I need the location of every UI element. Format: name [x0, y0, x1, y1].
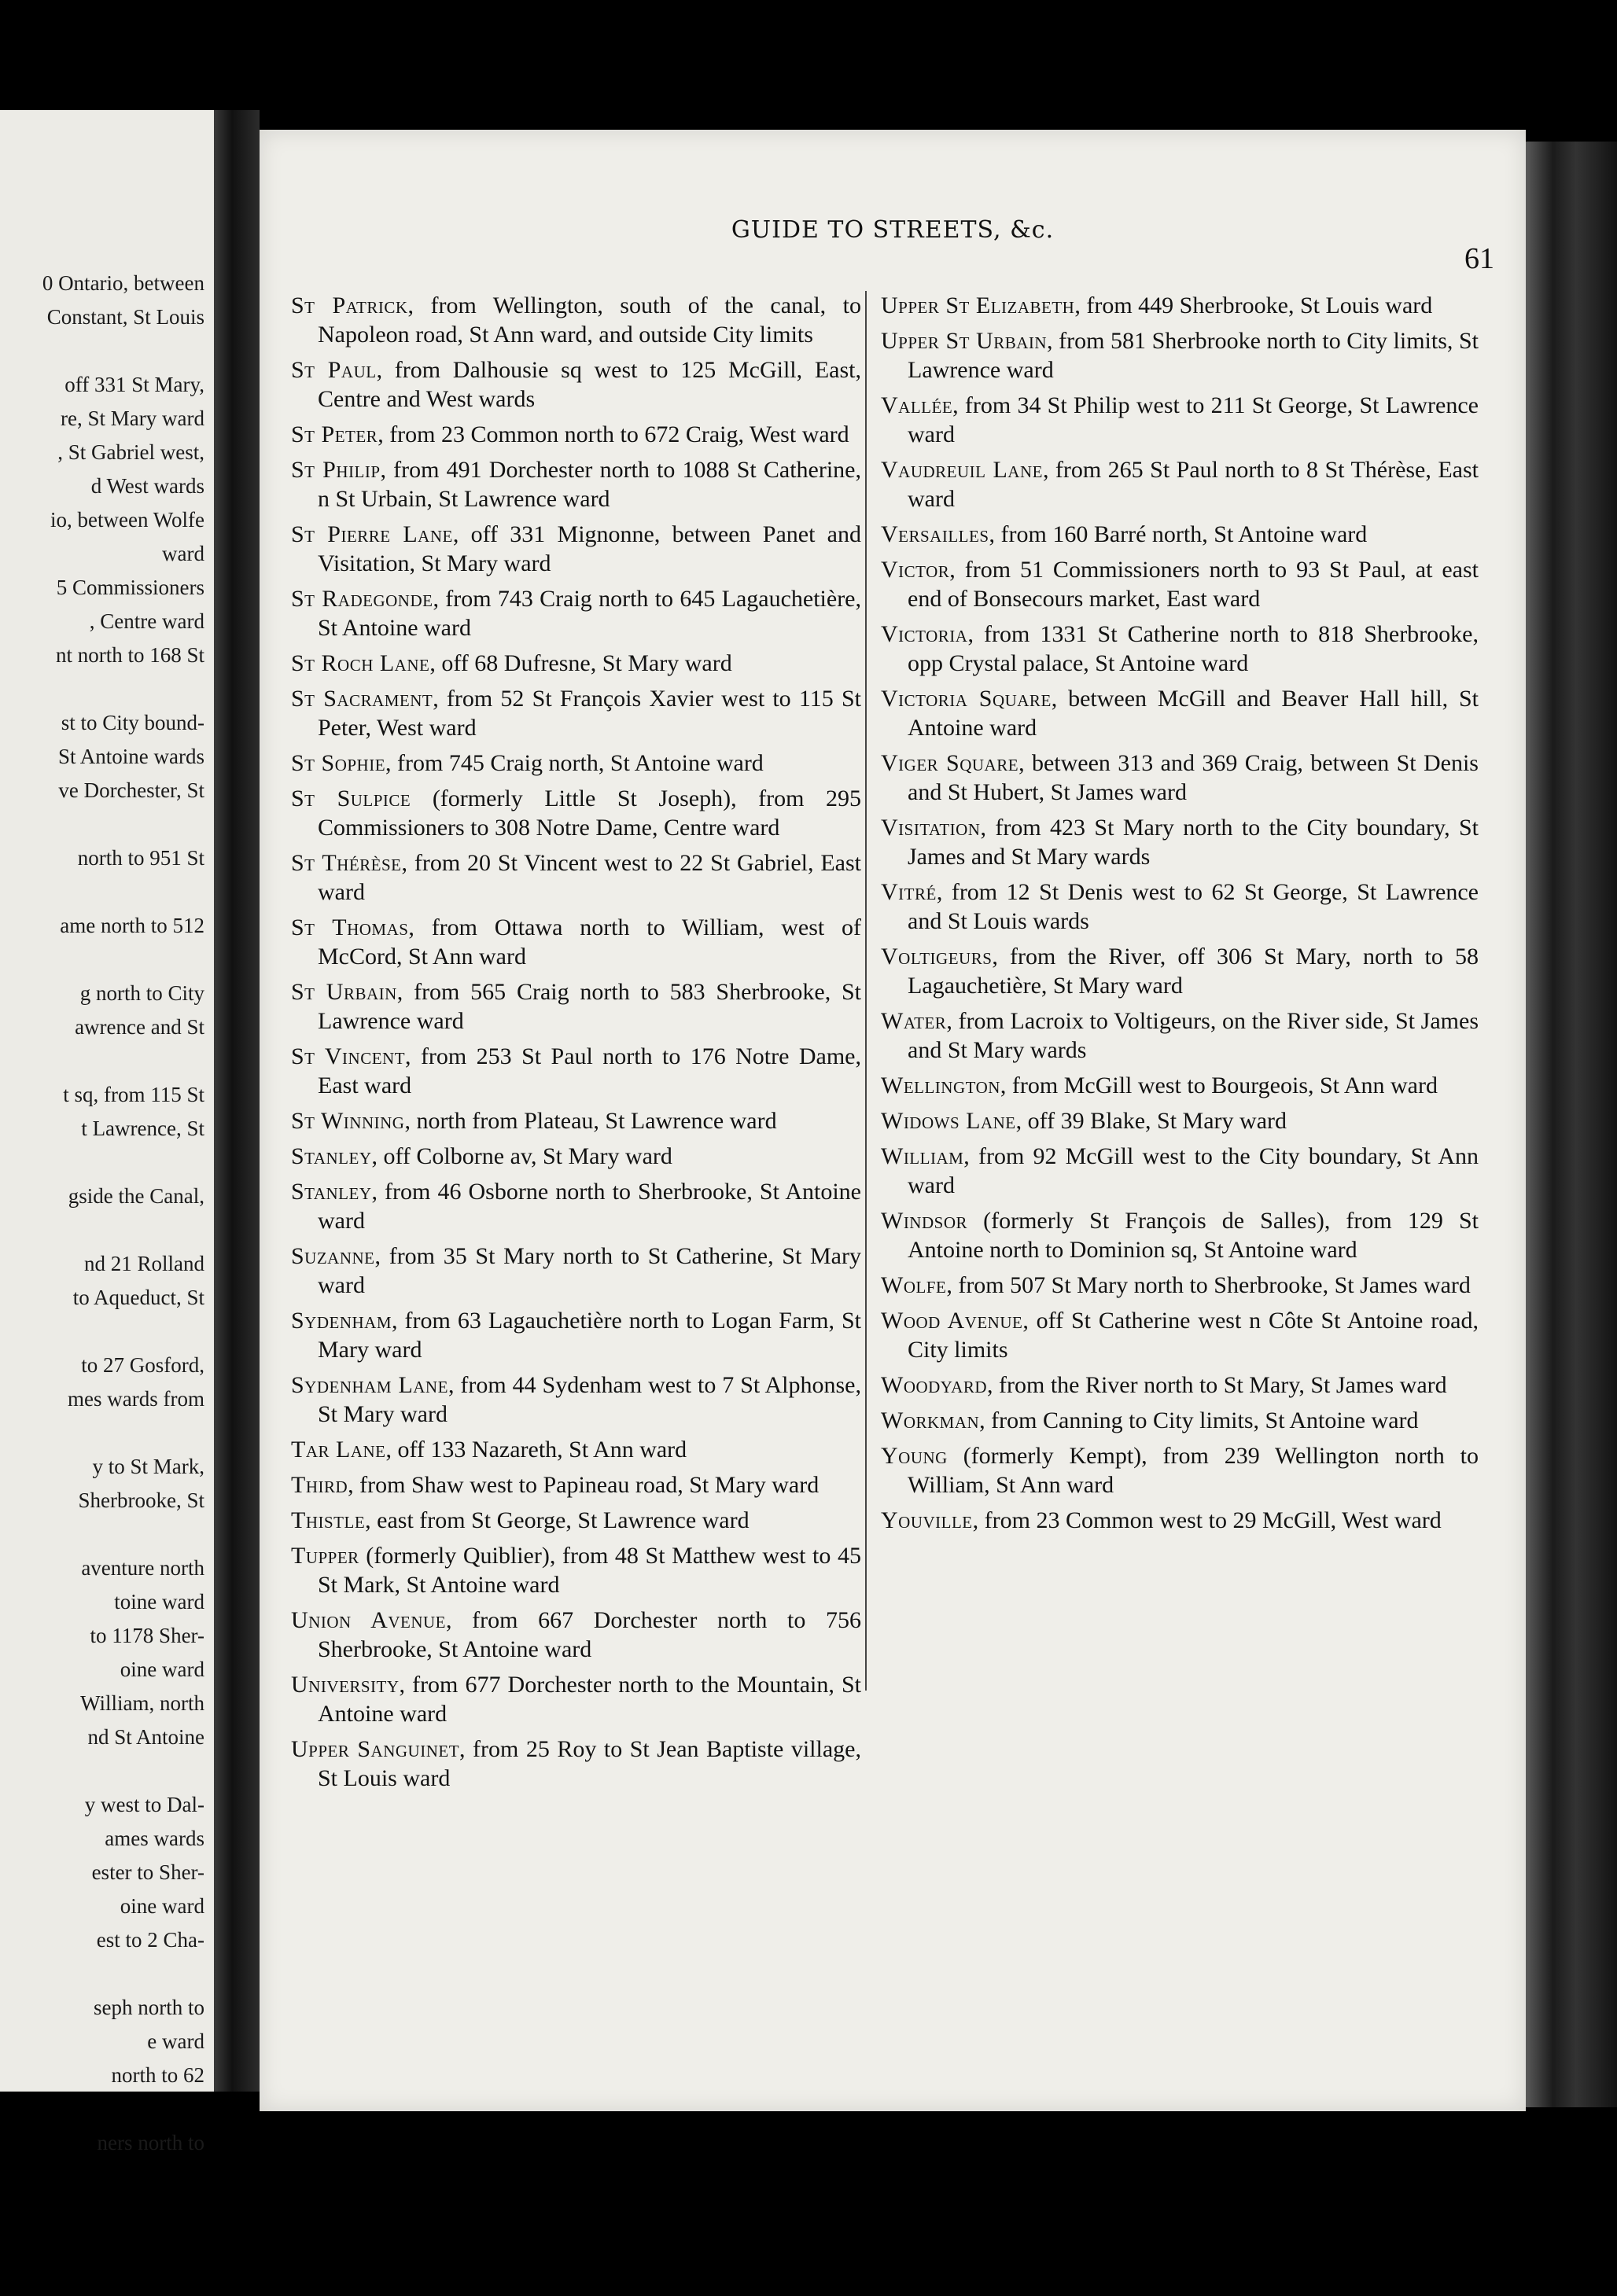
facing-page-text-line: io, between Wolfe [50, 508, 204, 532]
street-description: , off St Catherine west n Côte St Antoine road, City limits [908, 1308, 1479, 1363]
street-name: Sydenham Lane [291, 1372, 448, 1398]
facing-page-text-line: aventure north [81, 1556, 204, 1580]
street-name: St Pierre Lane [291, 521, 453, 547]
street-entry [291, 1435, 861, 1464]
street-entry [291, 749, 861, 778]
street-name: Vitré [881, 879, 937, 905]
facing-page-text-line: off 331 St Mary, [64, 373, 204, 396]
street-name: St Radegonde [291, 586, 433, 612]
street-entry [291, 1735, 861, 1793]
facing-page-text-line: oine ward [120, 1658, 204, 1681]
street-description: , from 743 Craig north to 645 Lagauchetière, St Antoine ward [318, 586, 861, 641]
street-description: , from the River, off 306 St Mary, north to 58 Lagauchetière, St Mary ward [908, 944, 1479, 999]
street-name: University [291, 1672, 400, 1698]
street-name: Youville [881, 1507, 973, 1533]
facing-page-text-line: ester to Sher- [91, 1860, 204, 1884]
street-description: (formerly Kempt), from 239 Wellington north to William, St Ann ward [908, 1443, 1479, 1498]
street-entry [881, 1206, 1479, 1264]
facing-page-text-line: mes wards from [68, 1387, 204, 1411]
street-description: , from Ottawa north to William, west of McCord, St Ann ward [318, 914, 861, 970]
street-name: St Sacrament [291, 686, 433, 712]
street-entry [881, 1142, 1479, 1200]
street-entry [291, 649, 861, 678]
street-description: , from 507 St Mary north to Sherbrooke, St James ward [946, 1272, 1471, 1298]
street-description: , from 1331 St Catherine north to 818 Sherbrooke, opp Crystal palace, St Antoine ward [908, 621, 1479, 676]
street-description: , between 313 and 369 Craig, between St Denis and St Hubert, St James ward [908, 750, 1479, 805]
facing-page-text-line: toine ward [114, 1590, 204, 1613]
facing-page-text-line: est to 2 Cha- [96, 1928, 204, 1952]
street-entry [881, 1071, 1479, 1100]
street-name: St Sophie [291, 750, 386, 776]
street-description: , from Lacroix to Voltigeurs, on the River side, St James and St Mary wards [908, 1008, 1479, 1063]
street-entry [881, 684, 1479, 742]
street-description: , from Canning to City limits, St Antoine ward [979, 1407, 1419, 1433]
street-description: , from 52 St François Xavier west to 115 St Peter, West ward [318, 686, 861, 741]
street-name: Stanley [291, 1179, 372, 1205]
street-entry [881, 878, 1479, 936]
street-name: Young [881, 1443, 948, 1469]
street-description: , from 23 Common west to 29 McGill, West ward [972, 1507, 1442, 1533]
street-entry [291, 977, 861, 1036]
street-name: Third [291, 1472, 348, 1498]
street-entry [881, 1371, 1479, 1400]
street-description: , from Dalhousie sq west to 125 McGill, East, Centre and West wards [318, 357, 861, 412]
street-entry [881, 326, 1479, 385]
facing-page-text-line: gside the Canal, [68, 1184, 204, 1208]
street-entry [291, 1306, 861, 1364]
street-entry [881, 1506, 1479, 1535]
facing-page-text-line: y to St Mark, [92, 1455, 204, 1478]
street-name: Viger Square [881, 750, 1019, 776]
street-description: (formerly Little St Joseph), from 295 Commissioners to 308 Notre Dame, Centre ward [318, 786, 862, 841]
facing-page-text-line: ames wards [105, 1827, 204, 1850]
street-description: , from the River north to St Mary, St James ward [987, 1372, 1447, 1398]
facing-page-text-line: , Centre ward [89, 609, 204, 633]
facing-page-text-line: 5 Commissioners [56, 576, 204, 599]
street-description: , off 39 Blake, St Mary ward [1015, 1108, 1287, 1134]
facing-page-text-line: Sherbrooke, St [78, 1488, 204, 1512]
street-entry [291, 455, 861, 513]
street-entry [291, 1470, 861, 1499]
facing-page-text-line: t Lawrence, St [81, 1117, 204, 1140]
street-description: , from 581 Sherbrooke north to City limits, St Lawrence ward [908, 328, 1479, 383]
book-binding-edge [1526, 142, 1617, 2107]
street-name: St Thomas [291, 914, 409, 940]
facing-page-text-line: to 27 Gosford, [81, 1353, 204, 1377]
street-description: , from 745 Craig north, St Antoine ward [385, 750, 764, 776]
street-list-left-column [291, 291, 861, 1799]
street-name: St Sulpice [291, 786, 411, 811]
street-entry [291, 420, 861, 449]
street-name: Victoria Square [881, 686, 1052, 712]
facing-page-text-line: nd 21 Rolland [84, 1252, 204, 1275]
street-entry [881, 1106, 1479, 1135]
column-divider [865, 291, 867, 1691]
street-description: , off 133 Nazareth, St Ann ward [385, 1437, 687, 1463]
street-name: St Philip [291, 457, 381, 483]
facing-page-text-line: st to City bound- [61, 711, 204, 734]
street-name: St Peter [291, 421, 378, 447]
facing-page-text-line: oine ward [120, 1894, 204, 1918]
street-name: St Roch Lane [291, 650, 430, 676]
street-description: , from 253 St Paul north to 176 Notre Dame, East ward [318, 1043, 861, 1098]
street-entry [881, 391, 1479, 449]
street-entry [881, 813, 1479, 871]
street-description: , from 12 St Denis west to 62 St George, St Lawrence and St Louis wards [908, 879, 1479, 934]
street-name: Voltigeurs [881, 944, 993, 970]
street-name: Widows Lane [881, 1108, 1016, 1134]
street-list-right-column [881, 291, 1479, 1541]
street-entry [291, 1371, 861, 1429]
street-name: Visitation [881, 815, 981, 841]
street-description: , off 68 Dufresne, St Mary ward [429, 650, 732, 676]
street-entry [881, 1406, 1479, 1435]
facing-page-text-line: William, north [80, 1691, 204, 1715]
street-entry [881, 1006, 1479, 1065]
street-entry [291, 355, 861, 414]
street-description: (formerly Quiblier), from 48 St Matthew west to 45 St Mark, St Antoine ward [318, 1543, 861, 1598]
street-entry [291, 1177, 861, 1235]
facing-page-text-line: ward [162, 542, 204, 565]
street-description: , between McGill and Beaver Hall hill, St Antoine ward [908, 686, 1479, 741]
street-entry [881, 1271, 1479, 1300]
street-description: , from 51 Commissioners north to 93 St Paul, at east end of Bonsecours market, East ward [908, 557, 1479, 612]
street-description: , from 46 Osborne north to Sherbrooke, St Antoine ward [318, 1179, 861, 1234]
street-description: , from 92 McGill west to the City boundary, St Ann ward [908, 1143, 1479, 1198]
street-description: , off 331 Mignonne, between Panet and Visitation, St Mary ward [318, 521, 861, 576]
street-entry [291, 684, 861, 742]
street-name: St Urbain [291, 979, 397, 1005]
street-entry [291, 913, 861, 971]
facing-page-text-line: to 1178 Sher- [90, 1624, 204, 1647]
street-entry [881, 455, 1479, 513]
street-description: , from 491 Dorchester north to 1088 St Catherine, n St Urbain, St Lawrence ward [318, 457, 861, 512]
street-name: Wood Avenue [881, 1308, 1023, 1334]
street-name: Vallée [881, 392, 953, 418]
street-description: , from Wellington, south of the canal, to Napoleon road, St Ann ward, and outside City limits [318, 293, 861, 348]
facing-page-text-line: 0 Ontario, between [42, 271, 204, 295]
street-entry [881, 1306, 1479, 1364]
street-name: Vaudreuil Lane [881, 457, 1043, 483]
street-entry [291, 848, 861, 907]
street-entry [881, 620, 1479, 678]
street-description: (formerly St François de Salles), from 129 St Antoine north to Dominion sq, St Antoine ward [908, 1208, 1479, 1263]
street-name: Woodyard [881, 1372, 987, 1398]
facing-page-text-line: y west to Dal- [84, 1793, 204, 1816]
street-description: , from McGill west to Bourgeois, St Ann ward [1000, 1073, 1438, 1098]
street-name: Versailles [881, 521, 989, 547]
street-description: , from 34 St Philip west to 211 St George, St Lawrence ward [908, 392, 1479, 447]
street-name: William [881, 1143, 964, 1169]
street-entry [291, 1242, 861, 1300]
facing-page-text-line: ners north to [97, 2131, 204, 2154]
facing-page-text-line: north to 951 St [77, 846, 204, 870]
facing-page-text-line: to Aqueduct, St [72, 1286, 204, 1309]
facing-page-text-line: , St Gabriel west, [57, 440, 204, 464]
directory-page [260, 130, 1526, 2111]
street-name: Wolfe [881, 1272, 947, 1298]
street-description: , off Colborne av, St Mary ward [371, 1143, 672, 1169]
facing-page-text-line: St Antoine wards [58, 745, 204, 768]
street-entry [881, 555, 1479, 613]
facing-page-text-line: nt north to 168 St [55, 643, 204, 667]
street-description: , from 677 Dorchester north to the Mountain, St Antoine ward [318, 1672, 861, 1727]
facing-page-text-line: t sq, from 115 St [63, 1083, 204, 1106]
street-description: , north from Plateau, St Lawrence ward [404, 1108, 777, 1134]
street-description: , from 449 Sherbrooke, St Louis ward [1074, 293, 1433, 318]
street-entry [291, 1670, 861, 1728]
street-description: , from Shaw west to Papineau road, St Mary ward [348, 1472, 820, 1498]
street-name: St Vincent [291, 1043, 406, 1069]
facing-page-text-line: north to 62 [111, 2063, 204, 2087]
street-name: St Winning [291, 1108, 405, 1134]
street-name: Sydenham [291, 1308, 392, 1334]
facing-page-text-line: Constant, St Louis [46, 305, 204, 329]
street-description: , east from St George, St Lawrence ward [365, 1507, 750, 1533]
street-entry [291, 1142, 861, 1171]
running-header: GUIDE TO STREETS, &c. [731, 216, 1055, 244]
street-name: Workman [881, 1407, 980, 1433]
street-name: Union Avenue [291, 1607, 446, 1633]
street-name: Victor [881, 557, 950, 583]
book-gutter [214, 110, 260, 2092]
street-entry [291, 1606, 861, 1664]
street-entry [881, 749, 1479, 807]
street-description: , from 265 St Paul north to 8 St Thérèse, East ward [908, 457, 1479, 512]
street-entry [881, 291, 1479, 320]
street-description: , from 667 Dorchester north to 756 Sherbrooke, St Antoine ward [318, 1607, 861, 1662]
street-entry [291, 1042, 861, 1100]
street-name: Tar Lane [291, 1437, 386, 1463]
street-name: St Paul [291, 357, 377, 383]
street-description: , from 20 St Vincent west to 22 St Gabriel, East ward [318, 850, 861, 905]
street-description: , from 23 Common north to 672 Craig, West ward [378, 421, 849, 447]
street-description: , from 565 Craig north to 583 Sherbrooke, St Lawrence ward [318, 979, 861, 1034]
street-entry [291, 1541, 861, 1599]
street-entry [291, 520, 861, 578]
street-entry [291, 291, 861, 349]
street-entry [881, 942, 1479, 1000]
street-name: St Thérèse [291, 850, 402, 876]
facing-page-text-line: ame north to 512 [60, 914, 204, 937]
street-name: Wellington [881, 1073, 1000, 1098]
street-description: , from 423 St Mary north to the City boundary, St James and St Mary wards [908, 815, 1479, 870]
facing-page-text-line: re, St Mary ward [61, 407, 204, 430]
street-description: , from 25 Roy to St Jean Baptiste village, St Louis ward [318, 1736, 861, 1791]
facing-page-text-line: nd St Antoine [87, 1725, 204, 1749]
street-name: Water [881, 1008, 947, 1034]
street-description: , from 35 St Mary north to St Catherine, St Mary ward [318, 1243, 861, 1298]
street-name: Thistle [291, 1507, 366, 1533]
facing-page-text-line: g north to City [79, 981, 204, 1005]
street-name: Upper St Urbain [881, 328, 1048, 354]
facing-page-text-line: ve Dorchester, St [58, 778, 204, 802]
street-name: Upper Sanguinet [291, 1736, 460, 1762]
facing-page-text-line: e ward [147, 2029, 204, 2053]
street-description: , from 63 Lagauchetière north to Logan Farm, St Mary ward [318, 1308, 861, 1363]
street-description: , from 160 Barré north, St Antoine ward [989, 521, 1368, 547]
street-name: St Patrick [291, 293, 408, 318]
street-entry [881, 1441, 1479, 1499]
facing-page-fragment [0, 110, 216, 2154]
page-number: 61 [1464, 242, 1494, 275]
street-name: Stanley [291, 1143, 372, 1169]
street-name: Tupper [291, 1543, 359, 1569]
street-name: Windsor [881, 1208, 967, 1234]
street-entry [881, 520, 1479, 549]
street-name: Suzanne [291, 1243, 375, 1269]
street-name: Victoria [881, 621, 968, 647]
facing-page-text-line: d West wards [90, 474, 204, 498]
street-name: Upper St Elizabeth [881, 293, 1075, 318]
street-entry [291, 584, 861, 642]
facing-page-text-line: awrence and St [75, 1015, 204, 1039]
street-entry [291, 784, 861, 842]
facing-page-text-line: seph north to [94, 1996, 204, 2019]
street-entry [291, 1106, 861, 1135]
street-entry [291, 1506, 861, 1535]
street-description: , from 44 Sydenham west to 7 St Alphonse, St Mary ward [318, 1372, 861, 1427]
